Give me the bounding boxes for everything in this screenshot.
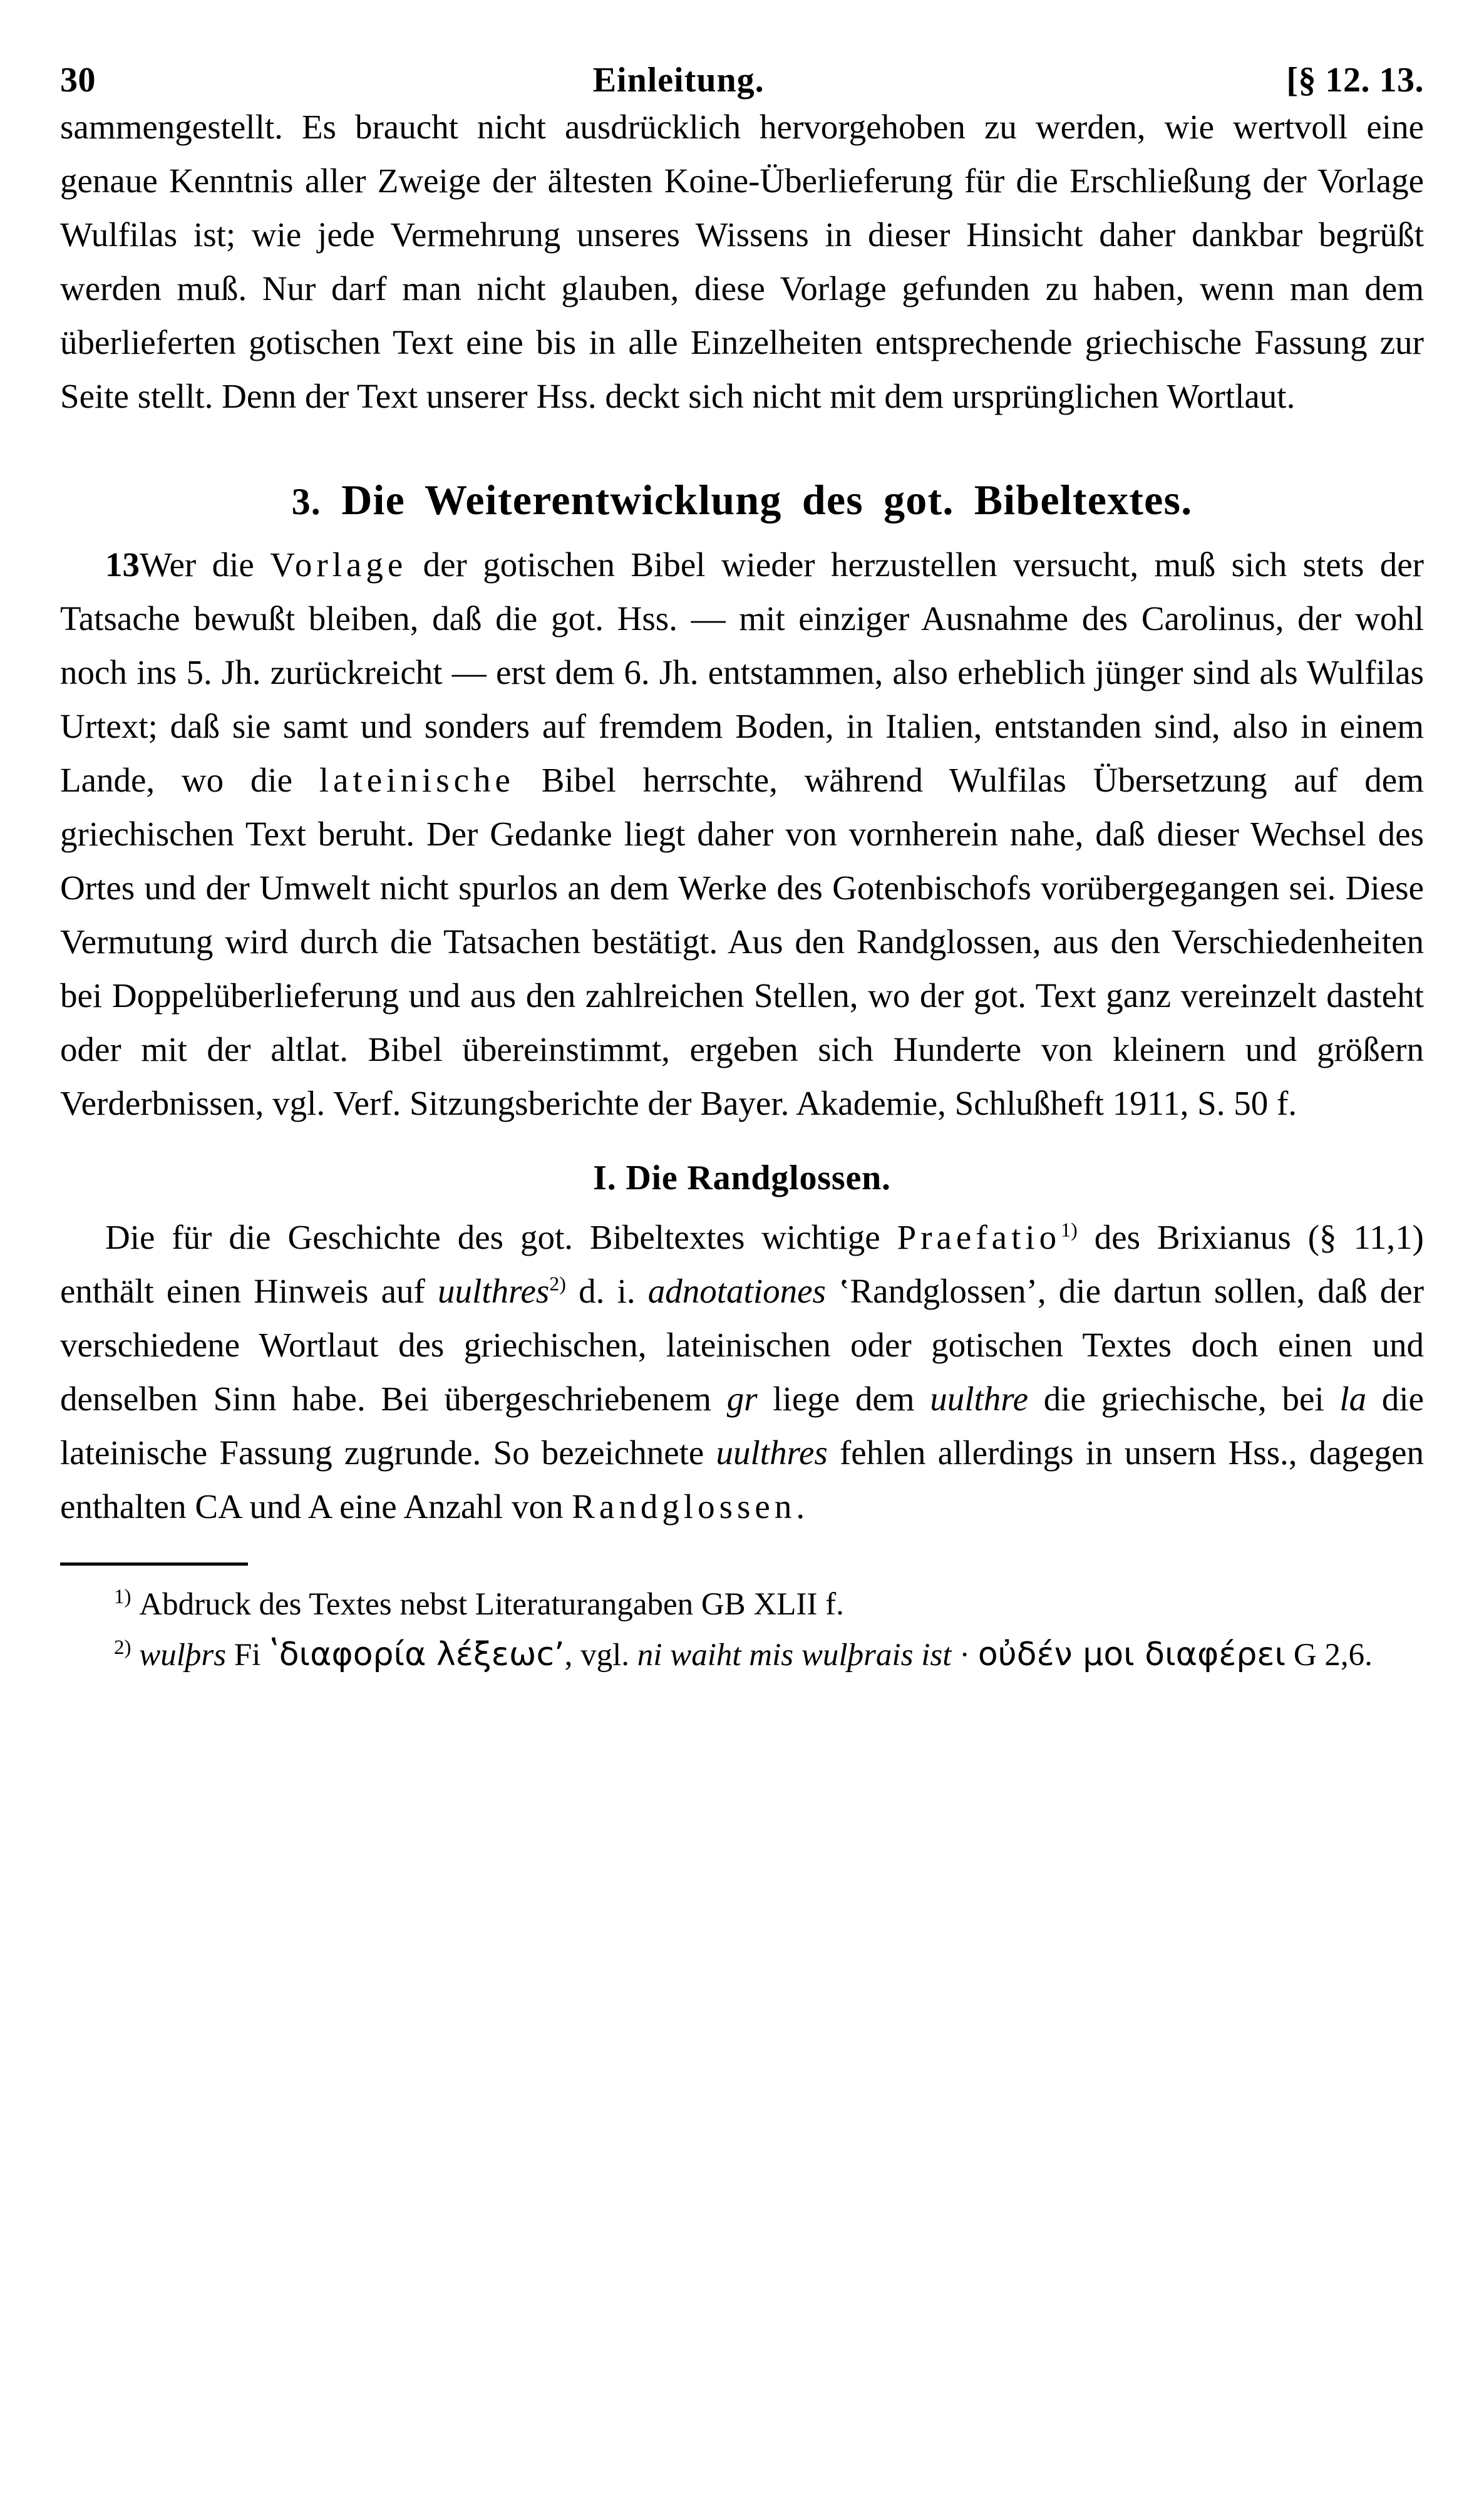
footnotes-block xyxy=(60,1579,1424,1680)
paragraph-13-text-3: Bibel herrschte, während Wulfilas Übersetzung auf dem griechischen Text beruht. Der Gedanke liegt daher von vornherein nahe, daß dieser Wechsel des Ortes und der Umwelt nicht spurlos an dem Werke des Gotenbischofs vorübergegangen sei. Diese Vermutung wird durch die Tatsachen bestätigt. Aus den Randglossen, aus den Verschiedenheiten bei Doppelüberlieferung und aus den zahlreichen Stellen, wo der got. Text ganz vereinzelt dasteht oder mit der altlat. Bibel übereinstimmt, ergeben sich Hunderte von kleinern und größern Verderbnissen, vgl. Verf. Sitzungsberichte der Bayer. Akademie, Schlußheft 1911, S. 50 f. xyxy=(60,761,1424,1122)
italic-adnotationes: adnotationes xyxy=(647,1272,826,1310)
page-number: 30 xyxy=(60,61,96,100)
spacer-after-heading xyxy=(60,532,1424,538)
body-text-block-13 xyxy=(60,538,1424,1130)
footnote-2-greek-quote: ʽδιαφορία λέξεωc’ xyxy=(269,1636,565,1673)
emphasis-vorlage: Vorlage xyxy=(270,545,408,584)
section-heading xyxy=(60,470,1424,532)
rg-text-9: . xyxy=(796,1487,805,1526)
rg-text-7: die lateinische Fassung zugrunde. So bezeichnete xyxy=(60,1380,1425,1472)
footnote-2-reference: G 2,6. xyxy=(1286,1638,1373,1673)
spacer-before-heading xyxy=(60,423,1424,470)
footnote-1 xyxy=(60,1579,1424,1630)
rg-text-4: ʽRandglossen’, die dartun sollen, daß der verschiedene Wortlaut des griechischen, lateinischen oder gotischen Textes doch einen und denselben Sinn habe. Bei übergeschriebenem xyxy=(60,1272,1425,1418)
running-head-section-ref: [§ 12. 13. xyxy=(1286,61,1424,100)
italic-uulthre: uulthre xyxy=(930,1380,1029,1418)
footnote-2-siglum: Fi xyxy=(234,1638,261,1673)
paragraph-continued: sammengestellt. Es braucht nicht ausdrücklich hervorgehoben zu werden, wie wertvoll eine genaue Kenntnis aller Zweige der ältesten Koine-Überlieferung für die Erschließung der Vorlage Wulfilas ist; wie jede Vermehrung unseres Wissens in dieser Hinsicht daher dankbar begrüßt werden muß. Nur darf man nicht glauben, diese Vorlage gefunden zu haben, wenn man dem überlieferten gotischen Text eine bis in alle Einzelheiten entsprechende griechische Fassung zur Seite stellt. Denn der Text unserer Hss. deckt sich nicht mit dem ursprünglichen Wortlaut. xyxy=(60,108,1424,415)
paragraph-13-text-2: der gotischen Bibel wieder herzustellen versucht, muß sich stets der Tatsache bewußt bleiben, daß die got. Hss. — mit einziger Ausnahme des Carolinus, der wohl noch ins 5. Jh. zurückreicht — erst dem 6. Jh. entstammen, also erheblich jünger sind als Wulfilas Urtext; daß sie samt und sonders auf fremdem Boden, in Italien, entstanden sind, also in einem Lande, wo die xyxy=(60,545,1424,799)
footnote-1-marker: 1) xyxy=(114,1586,131,1608)
paragraph-13 xyxy=(60,538,1424,1130)
footnote-separator-rule xyxy=(60,1562,248,1566)
footnote-2-separator: · xyxy=(951,1638,978,1673)
footnote-2-greek-gloss: οὐδέν μοι διαφέρει xyxy=(977,1636,1286,1673)
paragraph-13-text-1: Wer die xyxy=(140,545,271,584)
italic-uulthres-2: uulthres xyxy=(716,1433,828,1472)
footnote-2-gothic-phrase: ni waiht mis wulþrais ist xyxy=(637,1638,952,1673)
rg-text-1: Die für die Geschichte des got. Bibeltextes wichtige xyxy=(105,1218,897,1256)
italic-uulthres-1: uulthres xyxy=(438,1272,550,1310)
footnote-ref-2[interactable]: 2) xyxy=(549,1272,566,1295)
running-head-title: Einleitung. xyxy=(592,61,765,100)
rg-text-2: des Brixianus (§ 11,1) enthält einen Hinweis auf xyxy=(60,1218,1424,1310)
body-text-block-randglossen xyxy=(60,1211,1424,1534)
rg-text-8: fehlen allerdings in unsern Hss., dagegen enthalten CA und A eine Anzahl von xyxy=(60,1433,1424,1526)
rg-text-5: liege dem xyxy=(757,1380,930,1418)
sub-heading-randglossen: I. Die Randglossen. xyxy=(593,1159,891,1197)
footnote-2-marker: 2) xyxy=(114,1636,131,1659)
body-text-block xyxy=(60,100,1424,423)
emphasis-lateinische: lateinische xyxy=(319,761,515,799)
page-content-column xyxy=(60,0,1424,1680)
italic-la: la xyxy=(1339,1380,1367,1418)
emphasis-praefatio: Praefatio xyxy=(897,1218,1061,1256)
section-heading-number: 3. xyxy=(291,481,321,522)
footnote-1-text: Abdruck des Textes nebst Literaturangaben GB XLII f. xyxy=(139,1587,844,1622)
running-head xyxy=(60,60,1424,100)
rg-text-3: d. i. xyxy=(565,1272,648,1310)
footnote-2-italic-word: wulþrs xyxy=(139,1638,227,1673)
rg-text-6: die griechische, bei xyxy=(1028,1380,1340,1418)
footnote-2-vgl: , vgl. xyxy=(564,1638,637,1673)
footnote-2 xyxy=(60,1630,1424,1680)
paragraph-number-13: 13 xyxy=(105,545,140,584)
section-heading-title: Die Weiterentwicklung des got. Bibeltextes. xyxy=(341,476,1193,524)
italic-gr: gr xyxy=(726,1380,758,1418)
footnote-ref-1[interactable]: 1) xyxy=(1061,1218,1078,1241)
paragraph-randglossen xyxy=(60,1211,1424,1534)
emphasis-randglossen: Randglossen xyxy=(572,1487,796,1526)
